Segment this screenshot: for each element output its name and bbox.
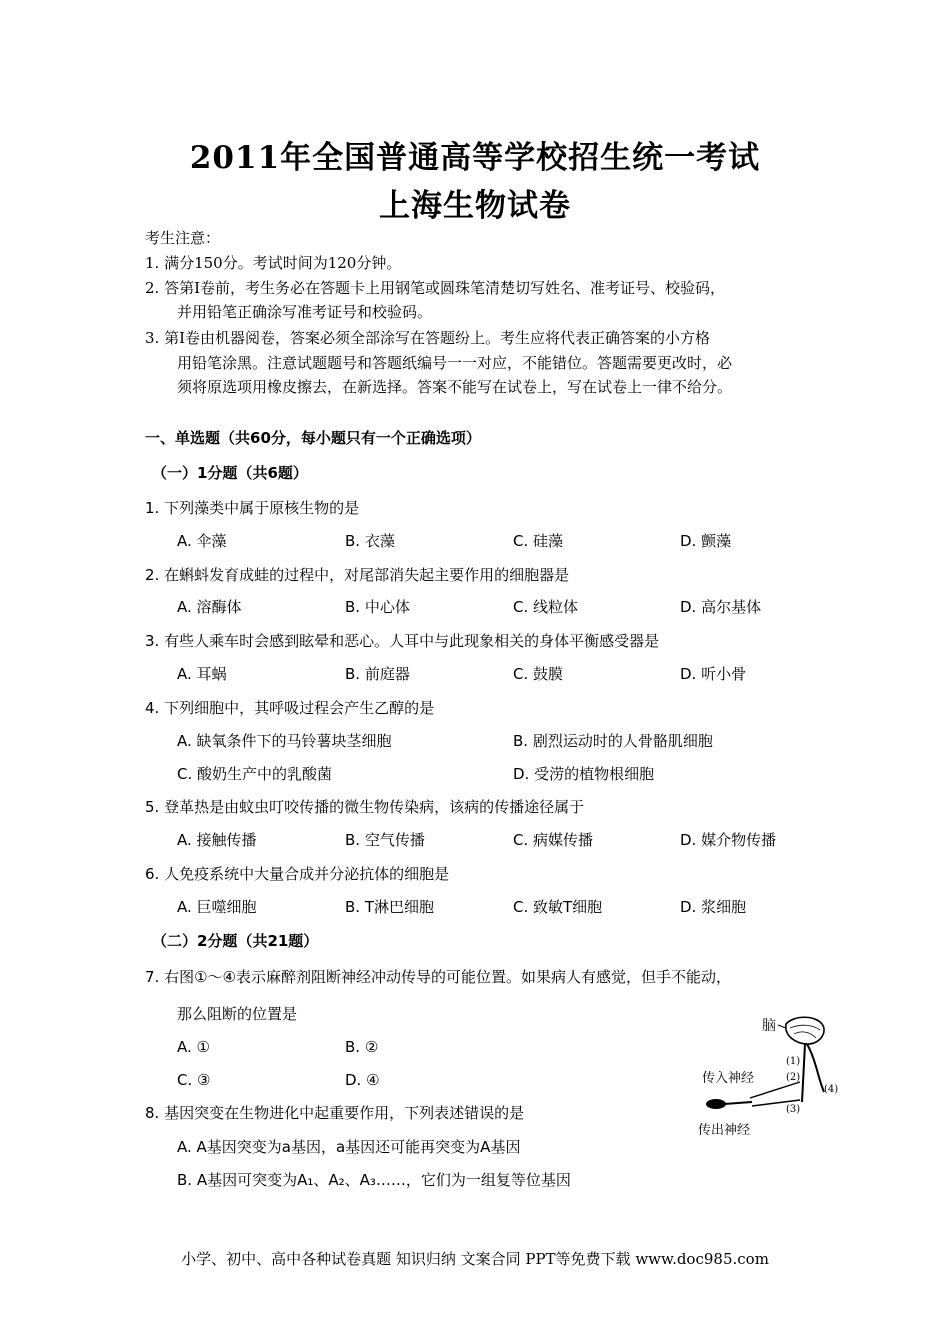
- answer-option: D. 颤藻: [680, 532, 732, 550]
- answer-option: A. 接触传播: [177, 831, 257, 849]
- effector-hand: [706, 1099, 726, 1109]
- answer-option: B. T淋巴细胞: [345, 898, 434, 916]
- brain-shape: [786, 1017, 824, 1044]
- answer-option: B. 衣藻: [345, 532, 395, 550]
- mark-4: (4): [824, 1084, 839, 1095]
- answer-option: B. 剧烈运动时的人骨骼肌细胞: [513, 732, 713, 750]
- question-stem: 5. 登革热是由蚊虫叮咬传播的微生物传染病，该病的传播途径属于: [145, 798, 585, 816]
- answer-option: B. ②: [345, 1038, 379, 1056]
- answer-option: D. 听小骨: [680, 665, 747, 683]
- exam-title-line2: 上海生物试卷: [379, 188, 571, 224]
- efferent-nerve-label: 传出神经: [698, 1123, 751, 1138]
- answer-option: B. 前庭器: [345, 665, 410, 683]
- answer-option: A. 溶酶体: [177, 598, 242, 616]
- answer-option: C. 酸奶生产中的乳酸菌: [177, 765, 333, 783]
- question-stem-cont: 那么阻断的位置是: [177, 1005, 298, 1023]
- question-stem: 1. 下列藻类中属于原核生物的是: [145, 499, 360, 517]
- notice-item-2-cont: 并用铅笔正确涂写准考证号和校验码。: [177, 303, 433, 321]
- answer-option: A. A基因突变为a基因，a基因还可能再突变为A基因: [177, 1138, 521, 1156]
- answer-option: D. 高尔基体: [680, 598, 762, 616]
- notice-item-3: 3. 第Ⅰ卷由机器阅卷，答案必须全部涂写在答题纷上。考生应将代表正确答案的小方格: [145, 329, 711, 347]
- brain-label: 脑: [762, 1018, 776, 1034]
- question-stem: 3. 有些人乘车时会感到眩晕和恶心。人耳中与此现象相关的身体平衡感受器是: [145, 632, 660, 650]
- brain-label-pointer: [778, 1025, 786, 1028]
- mark-2: (2): [786, 1072, 801, 1083]
- answer-option: A. 耳蜗: [177, 665, 227, 683]
- answer-option: C. 病媒传播: [513, 831, 594, 849]
- answer-option: A. 巨噬细胞: [177, 898, 257, 916]
- nerve-pathway-figure: [690, 1010, 850, 1140]
- notice-item-1: 1. 满分150分。考试时间为120分钟。: [145, 254, 402, 272]
- answer-option: D. 受涝的植物根细胞: [513, 765, 655, 783]
- afferent-nerve: [750, 1082, 800, 1098]
- mark-1: (1): [786, 1056, 801, 1067]
- section-heading: 一、单选题（共60分，每小题只有一个正确选项）: [145, 429, 481, 447]
- answer-option: D. 浆细胞: [680, 898, 747, 916]
- spinal-cord: [802, 1044, 805, 1102]
- answer-option: B. 空气传播: [345, 831, 425, 849]
- part-heading-1: （一）1分题（共6题）: [152, 464, 308, 482]
- question-stem: 4. 下列细胞中，其呼吸过程会产生乙醇的是: [145, 699, 435, 717]
- answer-option: A. ①: [177, 1038, 210, 1056]
- page-footer: 小学、初中、高中各种试卷真题 知识归纳 文案合同 PPT等免费下载 www.doc985.com: [181, 1250, 769, 1268]
- question-stem: 7. 右图①～④表示麻醉剂阻断神经冲动传导的可能位置。如果病人有感觉，但手不能动，: [145, 968, 731, 986]
- brain-fold: [790, 1025, 820, 1030]
- answer-option: C. 硅藻: [513, 532, 564, 550]
- brain-fold: [794, 1032, 816, 1038]
- notice-heading: 考生注意：: [145, 229, 221, 247]
- ascending-tract: [807, 1044, 824, 1092]
- notice-item-3-cont1: 用铅笔涂黑。注意试题题号和答题纸编号一一对应，不能错位。答题需要更改时，必: [177, 354, 733, 372]
- question-stem: 8. 基因突变在生物进化中起重要作用，下列表述错误的是: [145, 1104, 525, 1122]
- part-heading-2: （二）2分题（共21题）: [152, 932, 319, 950]
- hand-connector: [724, 1102, 752, 1104]
- answer-option: C. 鼓膜: [513, 665, 564, 683]
- answer-option: C. 致敏T细胞: [513, 898, 603, 916]
- exam-title-line1: 2011年全国普通高等学校招生统一考试: [189, 140, 761, 176]
- answer-option: A. 伞藻: [177, 532, 227, 550]
- answer-option: B. 中心体: [345, 598, 410, 616]
- question-stem: 6. 人免疫系统中大量合成并分泌抗体的细胞是: [145, 865, 450, 883]
- notice-item-2: 2. 答第Ⅰ卷前，考生务必在答题卡上用钢笔或圆珠笔清楚切写姓名、准考证号、校验码，: [145, 279, 726, 297]
- answer-option: C. 线粒体: [513, 598, 579, 616]
- answer-option: C. ③: [177, 1071, 211, 1089]
- answer-option: B. A基因可突变为A₁、A₂、A₃……，它们为一组复等位基因: [177, 1171, 571, 1189]
- answer-option: D. ④: [345, 1071, 380, 1089]
- answer-option: A. 缺氧条件下的马铃薯块茎细胞: [177, 732, 392, 750]
- mark-3: (3): [786, 1104, 801, 1115]
- afferent-nerve-label: 传入神经: [702, 1071, 755, 1086]
- question-stem: 2. 在蝌蚪发育成蛙的过程中，对尾部消失起主要作用的细胞器是: [145, 566, 570, 584]
- answer-option: D. 媒介物传播: [680, 831, 777, 849]
- notice-item-3-cont2: 须将原选项用橡皮擦去，在新选择。答案不能写在试卷上，写在试卷上一律不给分。: [177, 378, 733, 396]
